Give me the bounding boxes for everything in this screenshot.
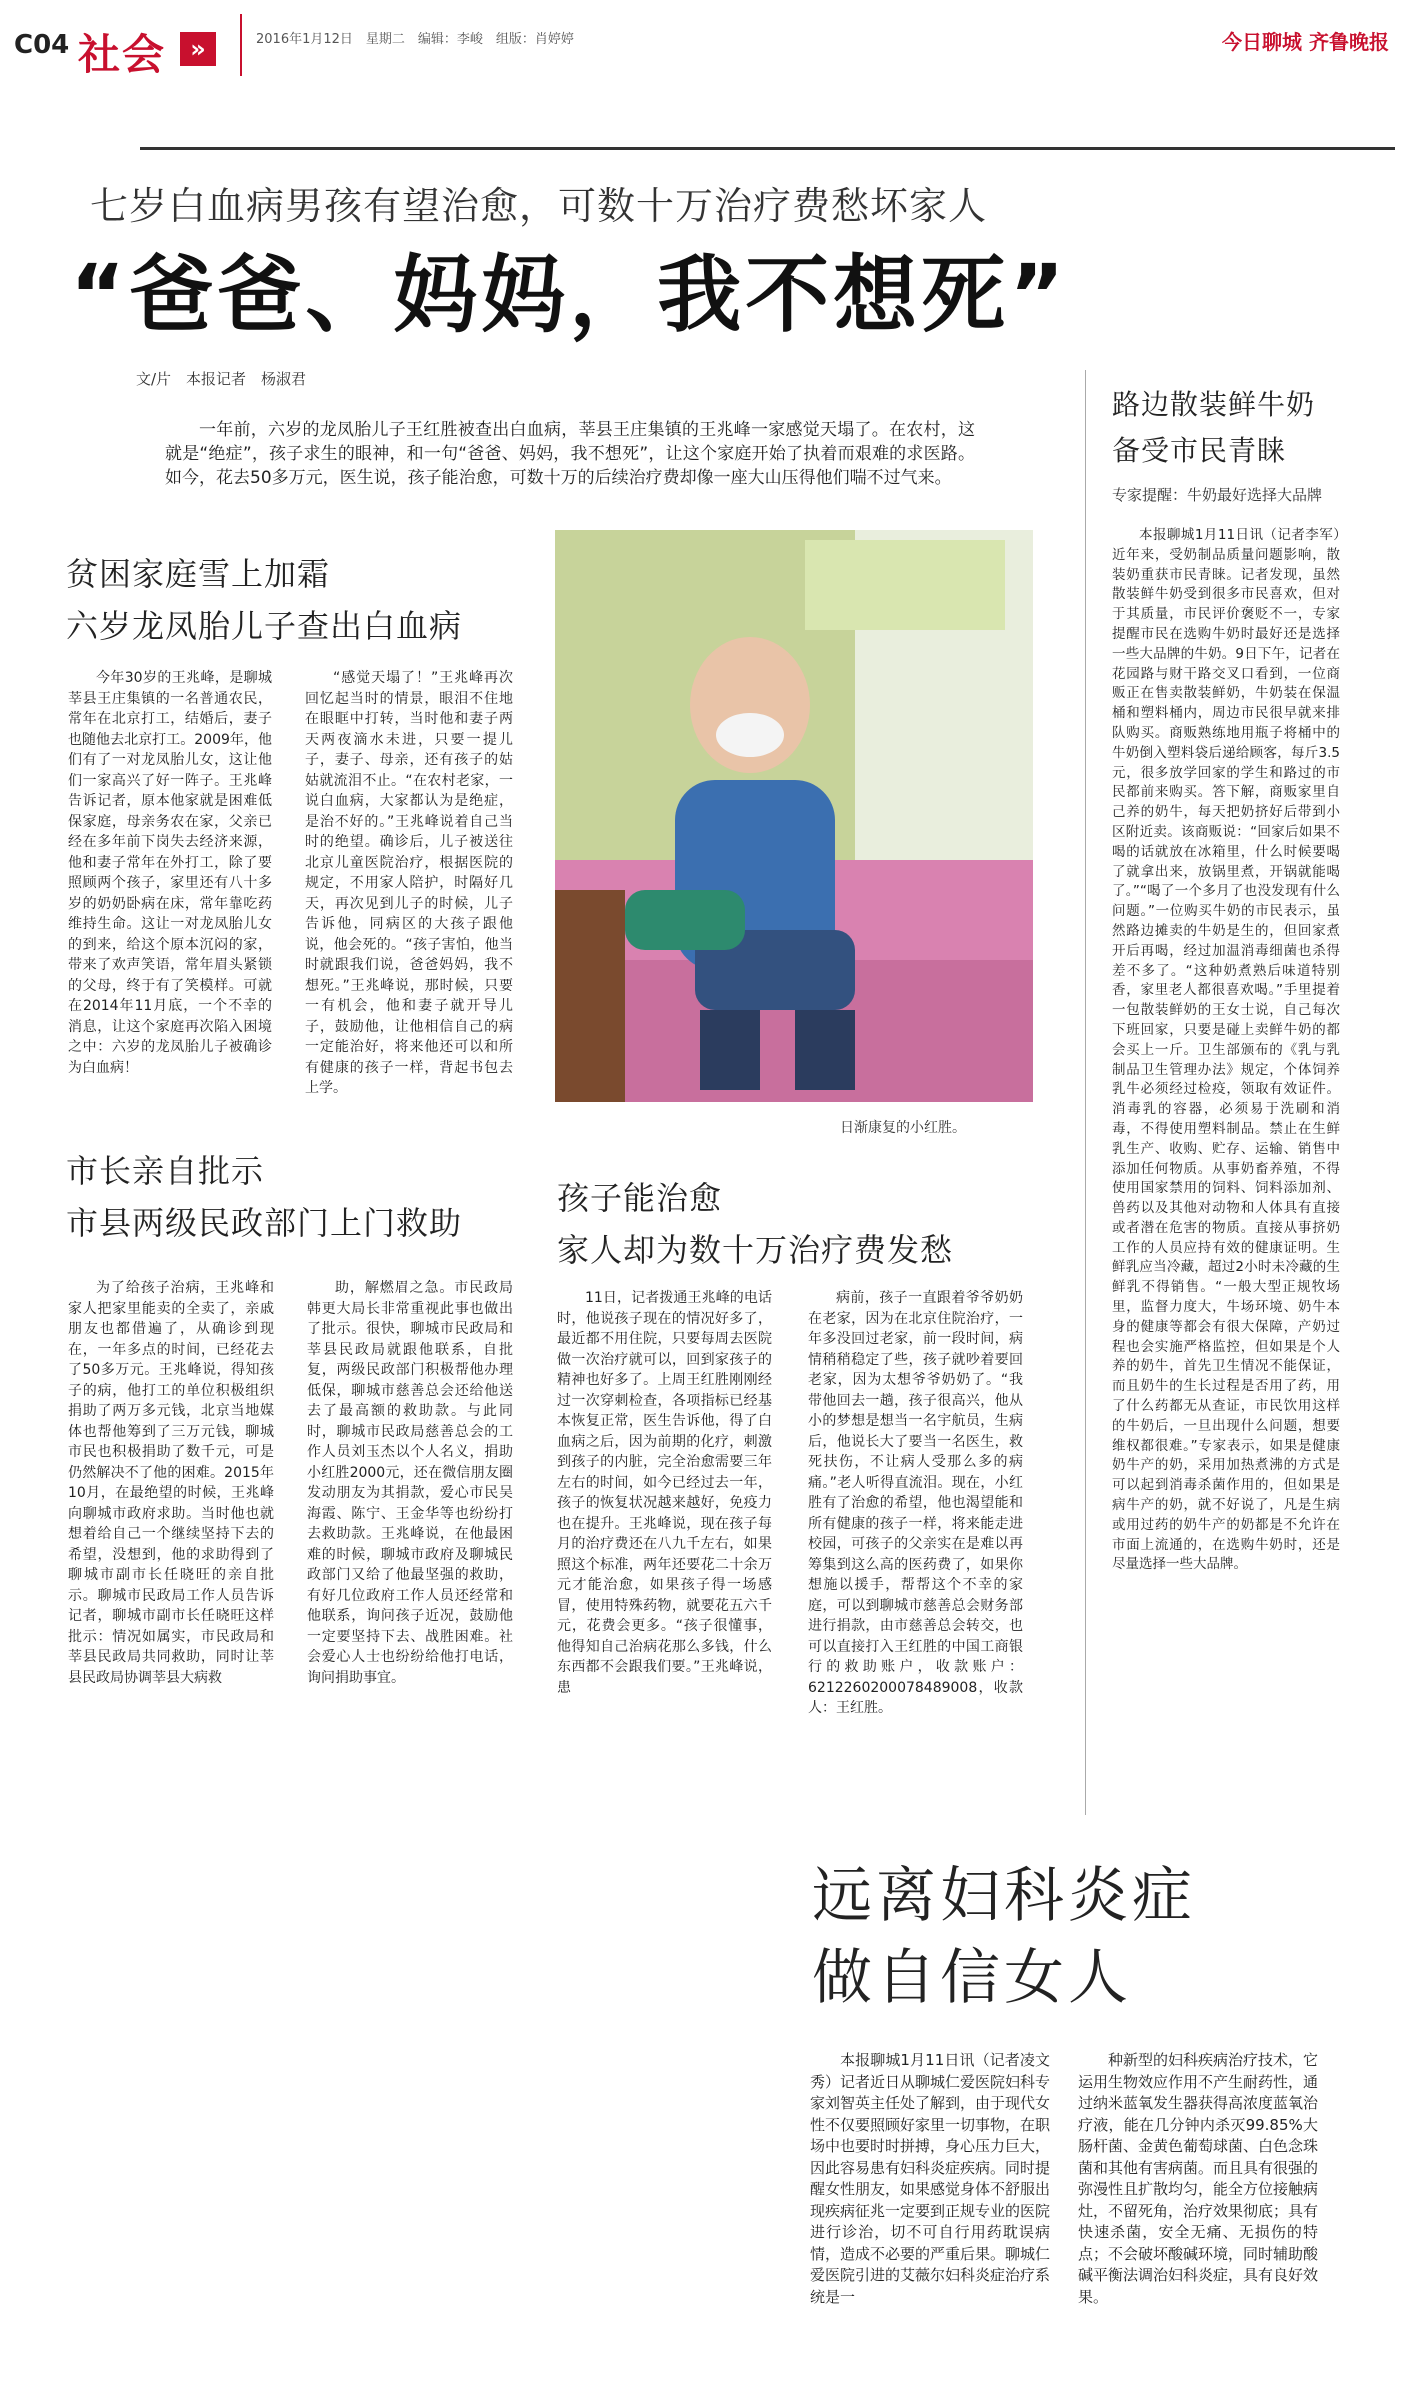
article-byline: 文/片 本报记者 杨淑君 <box>136 370 307 388</box>
ad-heading-line1: 远离妇科炎症 <box>812 1861 1196 1931</box>
section-arrow-icon: » <box>180 32 216 66</box>
section1-heading-line2: 六岁龙凤胎儿子查出白血病 <box>66 607 463 645</box>
ad-col1-text: 本报聊城1月11日讯（记者凌文秀）记者近日从聊城仁爱医院妇科专家刘智英主任处了解到，由于现代女性不仅要照顾好家里一切事物，在职场中也要时时拼搏，身心压力巨大，因此容易患有妇科炎症疾病。同时提醒女性朋友，如果感觉身体不舒服出现疾病征兆一定要到正规专业的医院进行诊治，切不可自行用药耽误病情，造成不必要的严重后果。聊城仁爱医院引进的艾薇尔妇科炎症治疗系统是一 <box>810 2051 1050 2306</box>
child-photo-illustration <box>555 530 1033 1102</box>
article-lead: 一年前，六岁的龙凤胎儿子王红胜被查出白血病，莘县王庄集镇的王兆峰一家感觉天塌了。在农村，这就是“绝症”，孩子求生的眼神，和一句“爸爸、妈妈，我不想死”，让这个家庭开始了执着而艰难的求医路。如今，花去50多万元，医生说，孩子能治愈，可数十万的后续治疗费却像一座大山压得他们喘不过气来。 <box>165 420 975 488</box>
ad-col2-text: 种新型的妇科疾病治疗技术，它运用生物效应作用不产生耐药性，通过纳米蓝氧发生器获得高浓度蓝氧治疗液，能在几分钟内杀灭99.85%大肠杆菌、金黄色葡萄球菌、白色念珠菌和其他有害病菌。而且具有很强的弥漫性且扩散均匀，能全方位接触病灶，不留死角，治疗效果彻底；具有快速杀菌，安全无痛、无损伤的特点；不会破坏酸碱环境，同时辅助酸碱平衡法调治妇科炎症，具有良好效果。 <box>1078 2051 1318 2306</box>
photo-caption: 日渐康复的小红胜。 <box>840 1120 966 1136</box>
section1-col2 <box>305 668 513 1128</box>
page-number: C04 <box>14 30 70 60</box>
section3-col2 <box>808 1288 1023 1756</box>
section1-col1-text: 今年30岁的王兆峰，是聊城莘县王庄集镇的一名普通农民，常年在北京打工，结婚后，妻子也随他去北京打工。2009年，他们有了一对龙凤胎儿女，这让他们一家高兴了好一阵子。王兆峰告诉记者，原本他家就是困难低保家庭，母亲务农在家，父亲已经在多年前下岗失去经济来源，他和妻子常年在外打工，除了要照顾两个孩子，家里还有八十多岁的奶奶卧病在床，常年靠吃药维持生命。这让一对龙凤胎儿女的到来，给这个原本沉闷的家，带来了欢声笑语，常年眉头紧锁的父母，终于有了笑模样。可就在2014年11月底，一个不幸的消息，让这个家庭再次陷入困境之中：六岁的龙凤胎儿子被确诊为白血病！ <box>68 670 272 1076</box>
section3-heading-line1: 孩子能治愈 <box>557 1179 723 1217</box>
sidebar-heading-line1: 路边散装鲜牛奶 <box>1112 388 1316 421</box>
section3-heading <box>557 1172 953 1276</box>
header-rule <box>140 147 1395 150</box>
ad-heading <box>812 1855 1196 2019</box>
section2-heading-line2: 市县两级民政部门上门救助 <box>66 1204 463 1242</box>
sidebar-subheading: 专家提醒：牛奶最好选择大品牌 <box>1112 486 1323 504</box>
article-subtitle: 七岁白血病男孩有望治愈，可数十万治疗费愁坏家人 <box>90 184 988 228</box>
section2-heading-line1: 市长亲自批示 <box>66 1152 265 1190</box>
section1-col2-text: “感觉天塌了！”王兆峰再次回忆起当时的情景，眼泪不住地在眼眶中打转，当时他和妻子两天两夜滴水未进，只要一提儿子，妻子、母亲，还有孩子的姑姑就流泪不止。“在农村老家，一说白血病，大家都认为是绝症，是治不好的。”王兆峰说着自己当时的绝望。确诊后，儿子被送往北京儿童医院治疗，根据医院的规定，不用家人陪护，时隔好几天，再次见到儿子的时候，儿子告诉他，同病区的大孩子跟他说，他会死的。“孩子害怕，他当时就跟我们说，爸爸妈妈，我不想死。”王兆峰说，那时候，只要一有机会，他和妻子就开导儿子，鼓励他，让他相信自己的病一定能治好，将来他还可以和所有健康的孩子一样，背起书包去上学。 <box>305 670 513 1096</box>
issue-meta: 2016年1月12日 星期二 编辑：李峻 组版：肖婷婷 <box>256 32 574 47</box>
sidebar-heading-line2: 备受市民青睐 <box>1112 434 1287 467</box>
article-photo <box>555 530 1033 1102</box>
section1-col1 <box>68 668 272 1156</box>
ad-heading-line2: 做自信女人 <box>812 1943 1132 2013</box>
section2-col1 <box>68 1278 274 1756</box>
sidebar-heading <box>1112 382 1315 474</box>
section1-heading-line1: 贫困家庭雪上加霜 <box>66 555 331 593</box>
article-title: “爸爸、妈妈，我不想死” <box>70 246 1069 344</box>
section-name: 社会 <box>78 30 167 79</box>
section1-heading <box>66 548 462 652</box>
ad-col2 <box>1078 2050 1318 2360</box>
section3-col2-text: 病前，孩子一直跟着爷爷奶奶在老家，因为在北京住院治疗，一年多没回过老家，前一段时间，病情稍稍稳定了些，孩子就吵着要回老家，因为太想爷爷奶奶了。“我带他回去一趟，孩子很高兴，他从小的梦想是想当一名宇航员，生病后，他说长大了要当一名医生，救死扶伤，不让病人受那么多的病痛。”老人听得直流泪。现在，小红胜有了治愈的希望，他也渴望能和所有健康的孩子一样，将来能走进校园，可孩子的父亲实在是难以再筹集到这么高的医药费了，如果你想施以援手，帮帮这个不幸的家庭，可以到聊城市慈善总会财务部进行捐款，由市慈善总会转交，也可以直接打入王红胜的中国工商银行的救助账户，收款账户：6212260200078489008，收款人：王红胜。 <box>808 1290 1023 1716</box>
section3-col1-text: 11日，记者拨通王兆峰的电话时，他说孩子现在的情况好多了，最近都不用住院，只要每周去医院做一次治疗就可以，回到家孩子的精神也好多了。上周王红胜刚刚经过一次穿刺检查，各项指标已经基本恢复正常，医生告诉他，得了白血病之后，因为前期的化疗，刺激到孩子的内脏，完全治愈需要三年左右的时间，如今已经过去一年，孩子的恢复状况越来越好，免疫力也在提升。王兆峰说，现在孩子每月的治疗费还在八九千左右，如果照这个标准，两年还要花二十余万元才能治愈，如果孩子得一场感冒，使用特殊药物，就要花五六千元，花费会更多。“孩子很懂事，他得知自己治病花那么多钱，什么东西都不会跟我们要。”王兆峰说，患 <box>557 1290 772 1696</box>
section2-col2-text: 助，解燃眉之急。市民政局韩更大局长非常重视此事也做出了批示。很快，聊城市民政局和莘县民政局就跟他联系，自批复，两级民政部门积极帮他办理低保，聊城市慈善总会还给他送去了最高额的救助款。与此同时，聊城市民政局慈善总会的工作人员刘玉杰以个人名义，捐助小红胜2000元，还在微信朋友圈发动朋友为其捐款，爱心市民吴海霞、陈宁、王金华等也纷纷打去救助款。王兆峰说，在他最困难的时候，聊城市政府及聊城民政部门又给了他最坚强的救助，有好几位政府工作人员还经常和他联系，询问孩子近况，鼓励他一定要坚持下去、战胜困难。社会爱心人士也纷纷给他打电话，询问捐助事宜。 <box>307 1280 513 1686</box>
section2-col2 <box>307 1278 513 1756</box>
column-divider <box>1085 370 1086 1815</box>
newspaper-brand: 今日聊城 齐鲁晚报 <box>1222 30 1389 54</box>
page-header <box>0 14 1409 79</box>
header-divider <box>240 14 242 76</box>
section2-col1-text: 为了给孩子治病，王兆峰和家人把家里能卖的全卖了，亲戚朋友也都借遍了，从确诊到现在，一年多点的时间，已经花去了50多万元。王兆峰说，得知孩子的病，他打工的单位积极组织捐助了两万多元钱，北京当地媒体也帮他筹到了三万元钱，聊城市民也积极捐助了数千元，可是仍然解决不了他的困难。2015年10月，在最绝望的时候，王兆峰向聊城市政府求助。当时他也就想着给自己一个继续坚持下去的希望，没想到，他的求助得到了聊城市副市长任晓旺的亲自批示。聊城市民政局工作人员告诉记者，聊城市副市长任晓旺这样批示：情况如属实，市民政局和莘县民政局共同救助，同时让莘县民政局协调莘县大病救 <box>68 1280 274 1686</box>
sidebar-body-text: 本报聊城1月11日讯（记者李军）近年来，受奶制品质量问题影响，散装奶重获市民青睐。记者发现，虽然散装鲜牛奶受到很多市民喜欢，但对于其质量，市民评价褒贬不一，专家提醒市民在选购牛奶时最好还是选择一些大品牌的牛奶。9日下午，记者在花园路与财干路交叉口看到，一位商贩正在售卖散装鲜奶，牛奶装在保温桶和塑料桶内，周边市民很早就来排队购买。商贩熟练地用瓶子将桶中的牛奶倒入塑料袋后递给顾客，每斤3.5元，很多放学回家的学生和路过的市民都前来购买。答下解，商贩家里自己养的奶牛，每天把奶挤好后带到小区附近卖。该商贩说：“回家后如果不喝的话就放在冰箱里，什么时候要喝了就拿出来，放锅里煮，开锅就能喝了。”“喝了一个多月了也没发现有什么问题。”一位购买牛奶的市民表示，虽然路边摊卖的牛奶是生的，但回家煮开后再喝，经过加温消毒细菌也杀得差不多了。“这种奶煮熟后味道特别香，家里老人都很喜欢喝。”手里提着一包散装鲜奶的王女士说，自己每次下班回家，只要是碰上卖鲜牛奶的都会买上一斤。卫生部颁布的《乳与乳制品卫生管理办法》规定，个体饲养乳牛必须经过检疫，领取有效证件。消毒乳的容器，必须易于洗刷和消毒，不得使用塑料制品。禁止在生鲜乳生产、收购、贮存、运输、销售中添加任何物质。从事奶畜养殖，不得使用国家禁用的饲料、饲料添加剂、兽药以及其他对动物和人体具有直接或者潜在危害的物质。直接从事挤奶工作的人员应持有效的健康证明。生鲜乳应当冷藏，超过2小时未冷藏的生鲜乳不得销售。“一般大型正规牧场里，监督力度大，牛场环境、奶牛本身的健康等都会有很大保障，产奶过程也会实施严格监控，但如果是个人养的奶牛，首先卫生情况不能保证，而且奶牛的生长过程是否用了药，用了什么药都无从查证，市民饮用这样的牛奶后，一旦出现什么问题，想要维权都很难。”专家表示，如果是健康奶牛产的奶，采用加热煮沸的方式是可以起到消毒杀菌作用的，但如果是病牛产的奶，就不好说了，凡是生病或用过药的奶牛产的奶都是不允许在市面上流通的，在选购牛奶时，还是尽量选择一些大品牌。 <box>1112 527 1340 1573</box>
ad-col1 <box>810 2050 1050 2360</box>
sidebar-body <box>1112 526 1340 1811</box>
section3-heading-line2: 家人却为数十万治疗费发愁 <box>557 1231 954 1269</box>
section2-heading <box>66 1145 462 1249</box>
section3-col1 <box>557 1288 772 1756</box>
